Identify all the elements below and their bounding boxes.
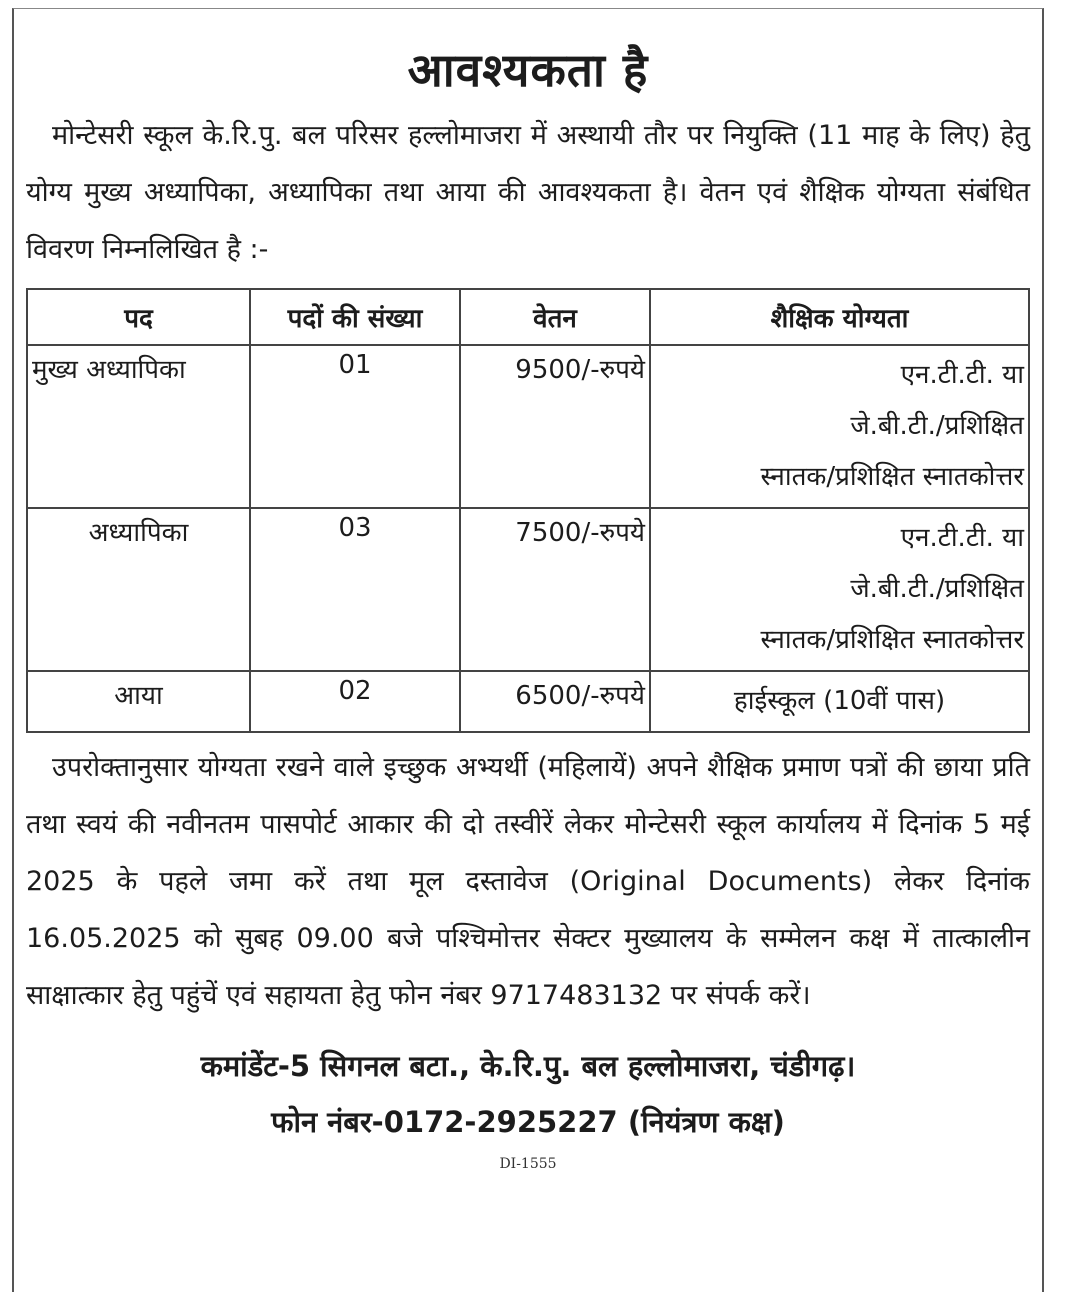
- salary-cell: 7500/-रुपये: [460, 508, 650, 671]
- count-cell: 03: [250, 508, 460, 671]
- qualification-line: जे.बी.टी./प्रशिक्षित: [850, 411, 1024, 441]
- intro-paragraph: [26, 107, 1030, 278]
- instructions-text: उपरोक्तानुसार योग्यता रखने वाले इच्छुक अभ्यर्थी (महिलायें) अपने शैक्षिक प्रमाण पत्रों की छाया प्रति तथा स्वयं की नवीनतम पासपोर्ट आकार की दो तस्वीरें लेकर मोन्टेसरी स्कूल कार्यालय में दिनांक 5 मई 2025 के पहले जमा करें तथा मूल दस्तावेज (Original Documents) लेकर दिनांक 16.05.2025 को सुबह 09.00 बजे पश्चिमोत्तर सेक्टर मुख्यालय के सम्मेलन कक्ष में तात्कालीन साक्षात्कार हेतु पहुंचें एवं सहायता हेतु फोन नंबर 9717483132 पर संपर्क करें।: [26, 752, 1030, 1011]
- post-cell: अध्यापिका: [27, 508, 250, 671]
- signature-line-1: कमांडेंट-5 सिगनल बटा., के.रि.पु. बल हल्लोमाजरा, चंडीगढ़।: [200, 1049, 856, 1083]
- table-row: [27, 345, 1029, 508]
- header-count: पदों की संख्या: [250, 289, 460, 345]
- instructions-paragraph: [26, 739, 1030, 1024]
- notice-heading: आवश्यकता है: [407, 43, 649, 97]
- signature-block: [26, 1038, 1030, 1150]
- table-row: [27, 671, 1029, 732]
- qualification-cell: [650, 345, 1029, 508]
- count-cell: 02: [250, 671, 460, 732]
- header-salary: वेतन: [460, 289, 650, 345]
- header-post: पद: [27, 289, 250, 345]
- qualification-line: एन.टी.टी. या: [900, 360, 1024, 390]
- post-cell: आया: [27, 671, 250, 732]
- table-row: [27, 508, 1029, 671]
- table-header-row: [27, 289, 1029, 345]
- count-cell: 01: [250, 345, 460, 508]
- salary-cell: 6500/-रुपये: [460, 671, 650, 732]
- qualification-line: हाईस्कूल (10वीं पास): [733, 686, 946, 716]
- job-notice: [12, 8, 1044, 1292]
- signature-line-2: फोन नंबर-0172-2925227 (नियंत्रण कक्ष): [271, 1105, 785, 1139]
- qualification-line: स्नातक/प्रशिक्षित स्नातकोत्तर: [760, 462, 1024, 492]
- header-qualification: शैक्षिक योग्यता: [650, 289, 1029, 345]
- qualification-line: जे.बी.टी./प्रशिक्षित: [850, 574, 1024, 604]
- post-cell: मुख्य अध्यापिका: [27, 345, 250, 508]
- qualification-cell: [650, 508, 1029, 671]
- salary-cell: 9500/-रुपये: [460, 345, 650, 508]
- qualification-cell: [650, 671, 1029, 732]
- notice-code: DI-1555: [499, 1156, 557, 1172]
- qualification-line: स्नातक/प्रशिक्षित स्नातकोत्तर: [760, 625, 1024, 655]
- qualification-line: एन.टी.टी. या: [900, 523, 1024, 553]
- vacancy-table: [26, 288, 1030, 733]
- intro-text: मोन्टेसरी स्कूल के.रि.पु. बल परिसर हल्लोमाजरा में अस्थायी तौर पर नियुक्ति (11 माह के लिए) हेतु योग्य मुख्य अध्यापिका, अध्यापिका तथा आया की आवश्यकता है। वेतन एवं शैक्षिक योग्यता संबंधित विवरण निम्नलिखित है :-: [26, 120, 1030, 265]
